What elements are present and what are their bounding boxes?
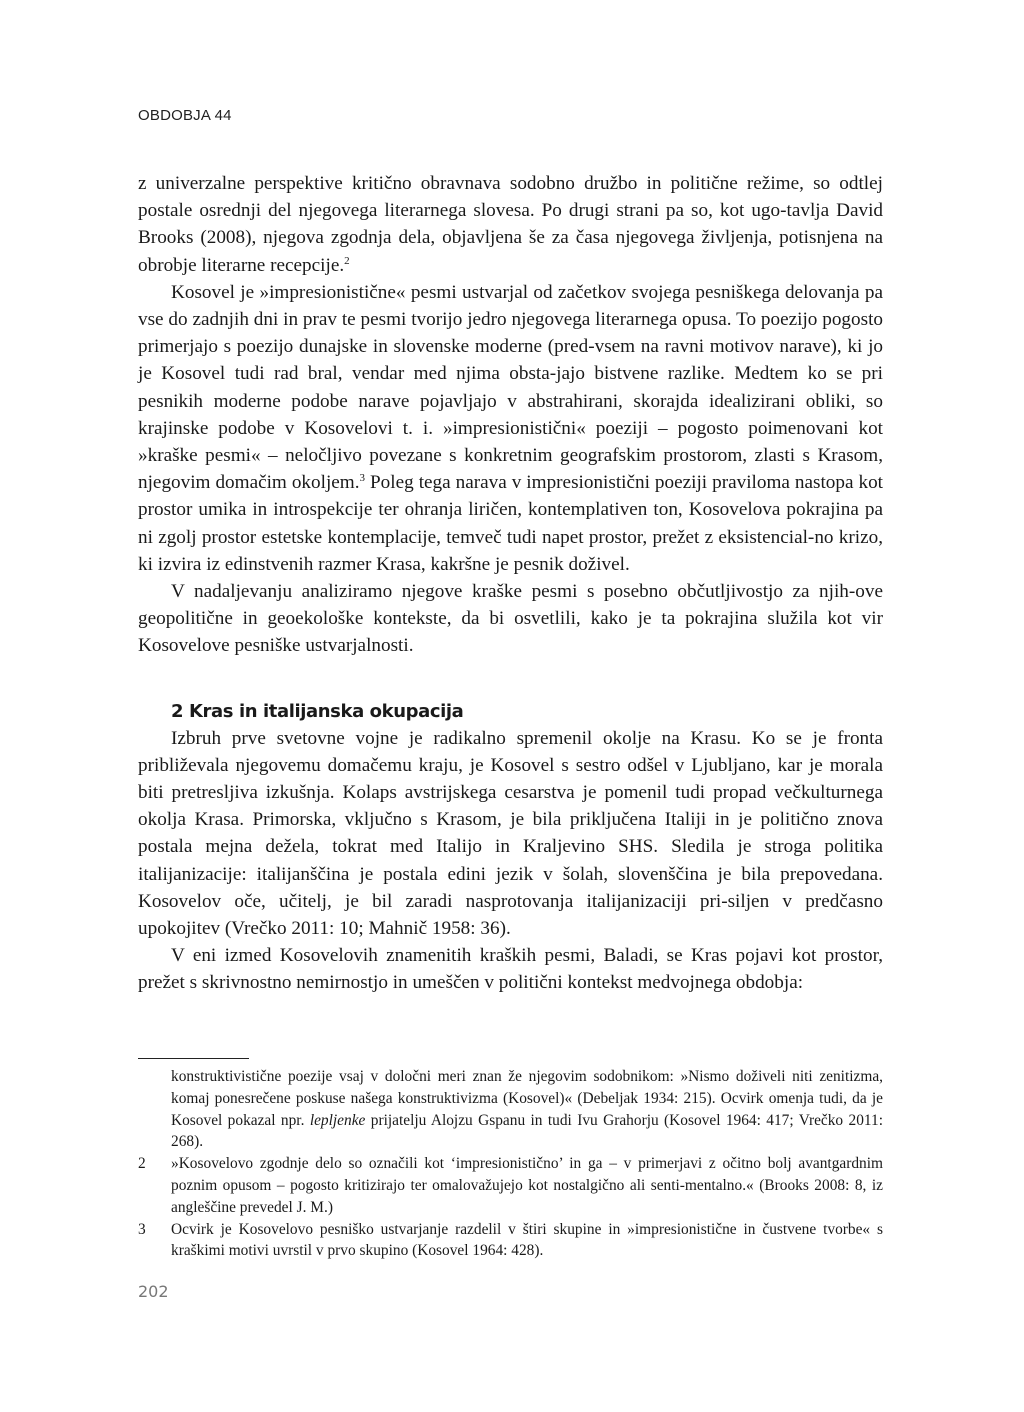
footnote-italic-term: lepljenke [309, 1111, 366, 1129]
main-text [138, 170, 883, 997]
footnote-text: Ocvirk je Kosovelovo pesniško ustvarjanje razdelil v štiri skupine in »impresionistične in čustvene tvorbe« s kraškimi motivi uvrstil v prvo skupino (Kosovel 1964: 428). [171, 1220, 883, 1260]
footnote-2 [138, 1153, 883, 1218]
footnote-3 [138, 1219, 883, 1263]
paragraph-text: z univerzalne perspektive kritično obravnava sodobno družbo in politične režime, so odtlej postale osrednji del njegovega literarnega slovesa. Po drugi strani pa so, kot ugo-tavlja David Brooks (2008), njegova zgodnja dela, objavljena še za časa njegovega življenja, potisnjena na obrobje literarne recepcije. [138, 173, 883, 276]
footnote-text: konstruktivistične poezije vsaj v določni meri znan že njegovim sodobnikom: »Nismo doživeli niti zenitizma, komaj ponesrečene poskuse našega konstruktivizma (Kosovel)« (Debeljak 1934: 215). Ocvirk omenja tudi, da je Kosovel pokazal npr. [171, 1068, 883, 1129]
paragraph-1 [138, 170, 883, 279]
paragraph-4: Izbruh prve svetovne vojne je radikalno spremenil okolje na Krasu. Ko se je fronta približevala njegovemu domačemu kraju, je Kosovel s sestro odšel v Ljubljano, kar je morala biti pretresljiva izkušnja. Kolaps avstrijskega cesarstva je pomenil tudi propad večkulturnega okolja Krasa. Primorska, vključno s Krasom, je bila priključena Italiji in je politično znova postala mejna dežela, tokrat med Italijo in Kraljevino SHS. Sledila je stroga politika italijanizacije: italijanščina je postala edini jezik v šolah, slovenščina je bila prepovedana. Kosovelov oče, učitelj, je bil zaradi nasprotovanja italijanizaciji pri-siljen v predčasno upokojitev (Vrečko 2011: 10; Mahnič 1958: 36). [138, 727, 883, 940]
footnote-ref-2[interactable]: 2 [344, 254, 350, 267]
footnotes [138, 1066, 883, 1262]
footnote-continued [138, 1066, 883, 1153]
paragraph-text: V nadaljevanju analiziramo njegove kraške pesmi s posebno občutljivostjo za njih-ove geopolitične in geoekološke kontekste, da bi osvetlili, kako je ta pokrajina služila kot vir Kosovelove pesniške ustvarjalnosti. [138, 581, 883, 657]
paragraph-3 [138, 578, 883, 660]
running-head: OBDOBJA 44 [138, 107, 232, 124]
footnote-divider [138, 1058, 249, 1059]
paragraph-text: Poleg tega narava v impresionistični poeziji praviloma nastopa kot prostor umika in introspekcije ter ohranja liričen, kontemplativen ton, Kosovelova pokrajina pa ni zgolj prostor estetske kontemplacije, temveč tudi napet prostor, prežet z eksistencial-no krizo, ki izvira iz edinstvenih razmer Krasa, kakršne je pesnik doživel. [138, 472, 883, 575]
paragraph-2 [138, 279, 883, 578]
footnote-ref-3[interactable]: 3 [359, 472, 366, 485]
footnote-text: »Kosovelovo zgodnje delo so označili kot ‘impresionistično’ in ga – v primerjavi z očitno bolj avantgardnim poznim opusom – pogosto kritizirajo ter omalovažujejo kot nostalgično ali senti-mentalno.« (Brooks 2008: 8, iz angleščine prevedel J. M.) [171, 1155, 883, 1216]
section-heading: 2 Kras in italijanska okupacija [171, 700, 464, 722]
footnote-number: 3 [138, 1220, 146, 1238]
paragraph-5: V eni izmed Kosovelovih znamenitih kraških pesmi, Baladi, se Kras pojavi kot prostor, prežet s skrivnostno nemirnostjo in umeščen v politični kontekst medvojnega obdobja: [138, 945, 883, 994]
footnote-text: prijatelju Alojzu Gspanu in tudi Ivu Grahorju (Kosovel 1964: 417; Vrečko 2011: 268). [171, 1111, 883, 1151]
paragraph-text: Kosovel je »impresionistične« pesmi ustvarjal od začetkov svojega pesniškega delovanja pa vse do zadnjih dni in prav te pesmi tvorijo jedro njegovega literarnega opusa. To poezijo pogosto primerjajo s poezijo dunajske in slovenske moderne (pred-vsem na ravni motivov narave), ki jo je Kosovel tudi rad bral, vendar med njima obsta-jajo bistvene razlike. Medtem ko se pri pesnikih moderne podobe narave pojavljajo v abstrahirani, skorajda idealizirani obliki, so krajinske podobe v Kosovelovi t. i. »impresionistični« poeziji – pogosto poimenovani kot »kraške pesmi« – neločljivo povezane s konkretnim geografskim prostorom, zlasti s Krasom, njegovim domačim okoljem. [138, 281, 883, 494]
footnote-number: 2 [138, 1155, 146, 1173]
page-number: 202 [138, 1282, 169, 1301]
